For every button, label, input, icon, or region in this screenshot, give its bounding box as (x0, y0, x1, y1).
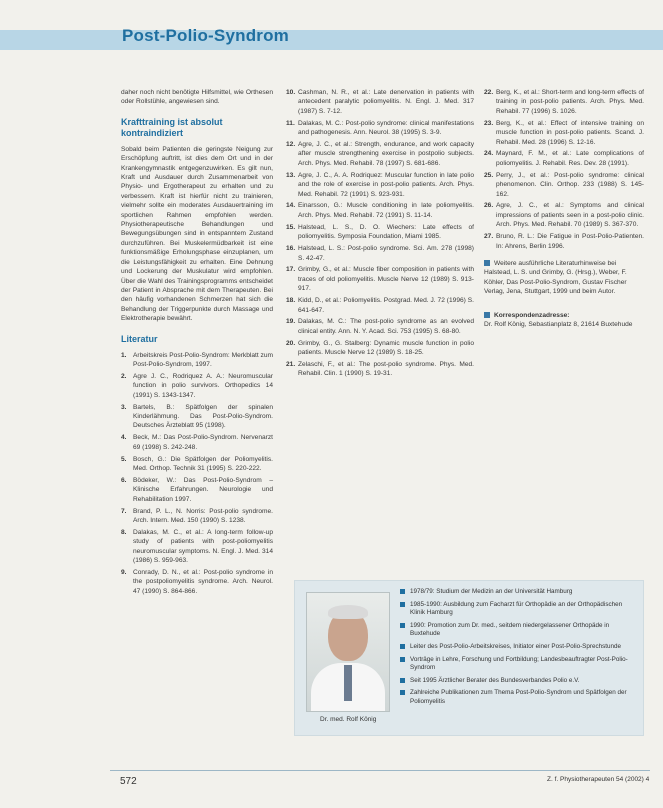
author-photo (306, 592, 390, 712)
square-bullet-icon (400, 602, 405, 607)
column-3 (484, 88, 644, 329)
reference-item: 24. Maynard, F. M., et al.: Late complications of poliomyelitis. J. Rehabil. Res. Dev. 28 (1991). (484, 150, 644, 167)
photo-caption: Dr. med. Rolf König (320, 716, 377, 723)
correspondence-address (484, 311, 644, 330)
page-header (0, 0, 663, 56)
reference-list-3 (484, 88, 644, 251)
reference-item: 23. Berg, K., et al.: Effect of intensive training on muscle function in post-polio patients. Scand. J. Rehabil. Med. 28 (1996) S. 12-16. (484, 119, 644, 146)
square-bullet-icon (400, 623, 405, 628)
reference-item: 20. Grimby, G., G. Stalberg: Dynamic muscle function in polio patients. Muscle Nerve 12 (1989) S. 18-25. (286, 339, 474, 357)
reference-item: 11. Dalakas, M. C.: Post-polio syndrome: clinical manifestations and pathogenesis. Ann. Neurol. 38 (1995) S. 3-9. (286, 119, 474, 137)
intro-paragraph: daher noch nicht benötigte Hilfsmittel, wie Orthesen oder Rollstühle, angewiesen sind. (121, 89, 273, 106)
reference-item: 8. Dalakas, M. C., et al.: A long-term follow-up study of patients with post-poliomyelitis neuromuscular symptoms. N. Engl. J. Med. 314 (1986) S. 959-963. (121, 528, 273, 565)
address-text: Dr. Rolf König, Sebastianplatz 8, 21614 Buxtehude (484, 321, 633, 329)
page-title: Post-Polio-Syndrom (122, 26, 289, 45)
bio-item: Vorträge in Lehre, Forschung und Fortbildung; Landesbeauftragter Post-Polio-Syndrom (400, 656, 636, 673)
reference-item: 19. Dalakas, M. C.: The post-polio syndrome as an evolved clinical entity. Ann. N. Y. Acad. Sci. 753 (1995) S. 68-80. (286, 318, 474, 335)
bio-item: Leiter des Post-Polio-Arbeitskreises, Initiator einer Post-Polio-Sprechstunde (400, 643, 636, 652)
address-label: Korrespondenzadresse: (484, 311, 644, 320)
column-1 (121, 88, 273, 599)
reference-item: 16. Halstead, L. S.: Post-polio syndrome. Sci. Am. 278 (1998) S. 42-47. (286, 245, 474, 262)
reference-item: 2. Agre J. C., Rodriquez A. A.: Neuromuscular function in polio survivors. Orthopedics 14 (1991) S. 1343-1347. (121, 372, 273, 399)
footer-rule (110, 770, 650, 771)
reference-item: 26. Agre, J. C., et al.: Symptoms and clinical impressions of patients seen in a post-polio clinic. Arch. Phys. Med. Rehabil. 70 (1989) S. 367-370. (484, 202, 644, 229)
square-bullet-icon (400, 690, 405, 695)
reference-item: 5. Bosch, G.: Die Spätfolgen der Poliomyelitis. Med. Orthop. Technik 31 (1995) S. 220-222. (121, 455, 273, 472)
reference-item: 22. Berg, K., et al.: Short-term and long-term effects of training in post-polio patients. Arch. Phys. Med. Rehabil. 77 (1996) S. 1026. (484, 89, 644, 115)
bio-item: 1990: Promotion zum Dr. med., seitdem niedergelassener Orthopäde in Buxtehude (400, 622, 636, 639)
reference-list-2 (286, 88, 474, 379)
reference-item: 17. Grimby, G., et al.: Muscle fiber composition in patients with traces of old poliomyelitis. Muscle Nerve 12 (1989) S. 913-917. (286, 266, 474, 293)
journal-citation: Z. f. Physiotherapeuten 54 (2002) 4 (547, 776, 650, 783)
header-band (0, 30, 663, 50)
reference-item: 27. Bruno, R. L.: Die Fatigue in Post-Polio-Patienten. In: Ahrens, Berlin 1996. (484, 233, 644, 250)
reference-item: 6. Bödeker, W.: Das Post-Polio-Syndrom – Klinische Erfahrungen. Neurologie und Rehabilitation 1997. (121, 476, 273, 503)
square-bullet-icon (400, 644, 405, 649)
reference-item: 4. Beck, M.: Das Post-Polio-Syndrom. Nervenarzt 69 (1998) S. 242-248. (121, 434, 273, 451)
reference-item: 13. Agre, J. C., A. A. Rodriquez: Muscular function in late polio and the role of exercise in post-polio patients. Arch. Phys. Med. Rehabil. 72 (1991) S. 923-931. (286, 171, 474, 198)
bio-item: Seit 1995 Ärztlicher Berater des Bundesverbandes Polio e.V. (400, 677, 636, 686)
square-bullet-icon (484, 260, 490, 266)
square-bullet-icon (400, 657, 405, 662)
reference-item: 3. Bartels, B.: Spätfolgen der spinalen Kinderlähmung. Das Post-Polio-Syndrom. Deutsches Ärzteblatt 95 (1998). (121, 403, 273, 430)
literature-note: Weitere ausführliche Literaturhinweise bei Halstead, L. S. und Grimby, G. (Hrsg.), Weber, F. Köhler, Das Post-Polio-Syndrom, Gustav Fischer Verlag, Jena, Stuttgart, 1999 und beim Autor. (484, 260, 627, 296)
heading-krafttraining: Krafttraining ist absolut kontraindiziert (121, 116, 223, 138)
column-2 (286, 88, 474, 381)
reference-item: 25. Perry, J., et al.: Post-polio syndrome: clinical phenomenon. Clin. Orthop. 233 (1988) S. 145-162. (484, 171, 644, 198)
reference-list-1 (121, 351, 273, 597)
bio-item: 1985-1990: Ausbildung zum Facharzt für Orthopädie an der Orthopädischen Klinik Hamburg (400, 601, 636, 618)
reference-item: 15. Halstead, L. S., D. O. Wiechers: Late effects of poliomyelitis. Symposia Foundation, Miami 1985. (286, 223, 474, 241)
reference-item: 21. Zelaschi, F., et al.: The post-polio syndrome. Phys. Med. Rehabil. Clin. 1 (1990) S. 19-31. (286, 361, 474, 378)
bio-item: Zahlreiche Publikationen zum Thema Post-Polio-Syndrom und Spätfolgen der Poliomyelitis (400, 689, 636, 706)
square-bullet-icon (400, 678, 405, 683)
author-bio-list (400, 588, 636, 711)
square-bullet-icon (484, 312, 490, 318)
page-number: 572 (120, 776, 137, 787)
reference-item: 14. Einarsson, G.: Muscle conditioning in late poliomyelitis. Arch. Phys. Med. Rehabil. 72 (1991) S. 11-14. (286, 202, 474, 219)
body-paragraph: Sobald beim Patienten die geringste Neigung zur Erschöpfung auftritt, ist dies dem Ort und in der Krankengymnastik entgegenzuwirken. Es gilt nun, Kraft und Ausdauer durch Zusammenarbeit von Physio- und Ergotherapeut zu erhalten und zu verbessern. Kraft ist hierfür nicht zu trainieren, vielmehr sollte ein moderates Ausdauertraining im sportlichen Rahmen empfohlen werden. Physiotherapeutische Behandlungen und Bewegungsübungen sind in entspanntem Zustand durchzuführen. Bei Muskelermüdbarkeit ist eine funktionsmäßige Erholungsphase einzuplanen, um die Leistungsfähigkeit zu erhalten. Eine Dehnung und Lockerung der Muskulatur wird empfohlen. Über die Wahl des Trainingsprogramms entscheidet der Patient in Absprache mit dem Therapeuten. Bei den häufig vorhandenen Schmerzen hat sich die Behandlung der Triggerpunkte durch Massage und Elektrotherapie bewährt. (121, 145, 273, 323)
reference-item: 9. Conrady, D. N., et al.: Post-polio syndrome in the postpoliomyelitis syndrome. Arch. Neurol. 47 (1990) S. 864-866. (121, 569, 273, 595)
reference-item: 12. Agre, J. C., et al.: Strength, endurance, and work capacity after muscle strengthening exercise in postpolio subjects. Arch. Phys. Med. Rehabil. 78 (1997) S. 681-686. (286, 141, 474, 167)
reference-item: 7. Brand, P. L., N. Norris: Post-polio syndrome. Arch. Intern. Med. 150 (1990) S. 1238. (121, 507, 273, 525)
reference-item: 1. Arbeitskreis Post-Polio-Syndrom: Merkblatt zum Post-Polio-Syndrom, 1997. (121, 351, 273, 368)
author-hair (328, 605, 368, 619)
bio-item: 1978/79: Studium der Medizin an der Universität Hamburg (400, 588, 636, 597)
author-tie (344, 665, 352, 701)
reference-item: 18. Kidd, D., et al.: Poliomyelitis. Postgrad. Med. J. 72 (1996) S. 641-647. (286, 297, 474, 314)
square-bullet-icon (400, 589, 405, 594)
reference-item: 10. Cashman, N. R., et al.: Late denervation in patients with antecedent paralytic poliomyelitis. N. Engl. J. Med. 317 (1987) S. 7-12. (286, 89, 474, 115)
heading-literatur: Literatur (121, 333, 158, 344)
